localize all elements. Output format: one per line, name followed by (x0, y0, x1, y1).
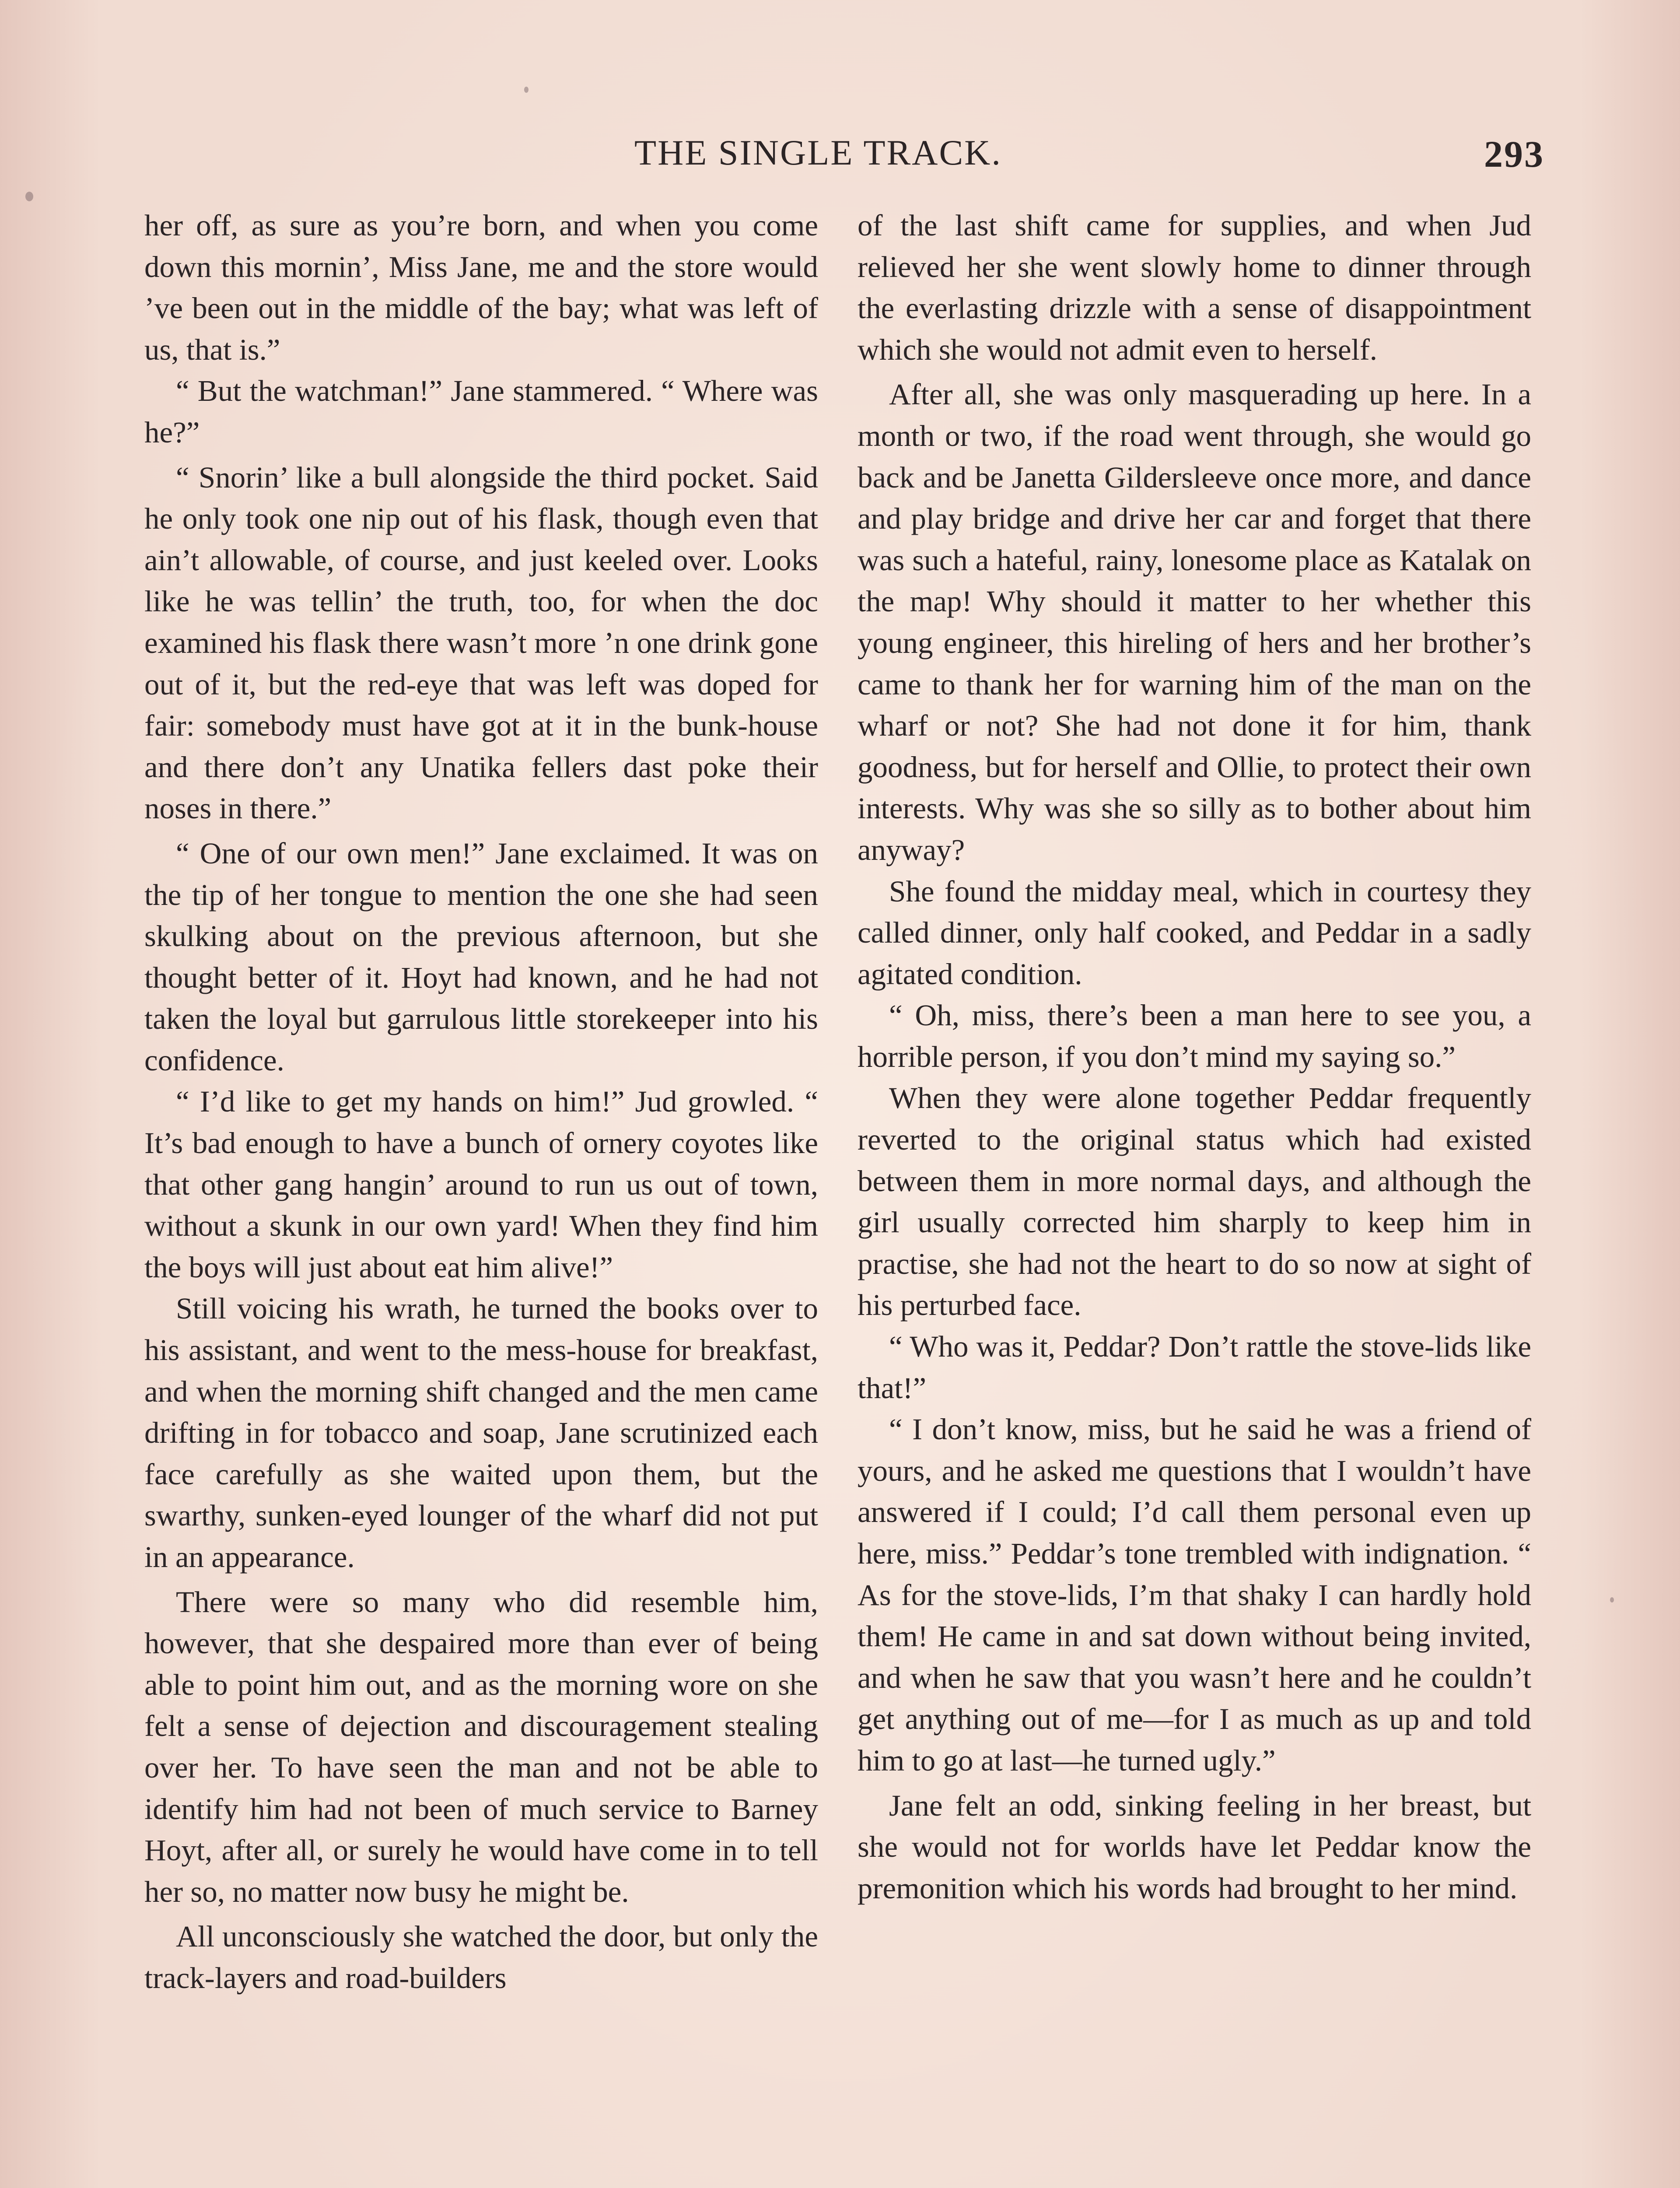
running-head-title: THE SINGLE TRACK. (634, 133, 1002, 172)
paragraph: “ Who was it, Peddar? Don’t rattle the stove-lids like that!” (858, 1330, 1531, 1405)
paragraph: When they were alone together Peddar frequently reverted to the original status which had existed between them in more normal days, and although the girl usually corrected him sharply to keep him in practise, she had not the heart to do so now at sight of his perturbed face. (858, 1081, 1531, 1322)
paragraph: After all, she was only masquerading up here. In a month or two, if the road went through, she would go back and be Janetta Gildersleeve once more, and dance and play bridge and drive her car and forget that there was such a hateful, rainy, lonesome place as Katalak on the map! Why should it matter to her whether this young engineer, this hireling of hers and her brother’s came to thank her for warning him of the man on the wharf or not? She had not done it for him, thank goodness, but for herself and Ollie, to protect their own interests. Why was she so silly as to bother about him anyway? (858, 378, 1531, 866)
paragraph: There were so many who did resemble him, however, that she despaired more than ever of being able to point him out, and as the morning wore on she felt a sense of dejection and discouragement stealing over her. To have seen the man and not be able to identify him had not been of much service to Barney Hoyt, after all, or surely he would have come in to tell her so, no matter now busy he might be. (144, 1585, 818, 1908)
paragraph: “ Oh, miss, there’s been a man here to see you, a horrible person, if you don’t mind my saying so.” (858, 999, 1531, 1073)
paragraph: “ Snorin’ like a bull alongside the third pocket. Said he only took one nip out of his flask, though even that ain’t allowable, of course, and just keeled over. Looks like he was tellin’ the truth, too, for when the doc examined his flask there wasn’t more ’n one drink gone out of it, but the red-eye that was left was doped for fair: somebody must have got at it in the bunk-house and there don’t any Unatika fellers dast poke their noses in there.” (144, 460, 818, 825)
paragraph: All unconsciously she watched the door, but only the track-layers and road-builders (144, 1920, 818, 1995)
paragraph: of the last shift came for supplies, and when Jud relieved her she went slowly home to dinner through the everlasting drizzle with a sense of disappointment which she would not admit even to herself. (858, 209, 1531, 366)
paragraph: “ But the watchman!” Jane stammered. “ Where was he?” (144, 374, 818, 449)
page-number: 293 (1484, 133, 1544, 175)
running-head (144, 127, 1544, 179)
paragraph: “ I’d like to get my hands on him!” Jud growled. “ It’s bad enough to have a bunch of ornery coyotes like that other gang hangin’ around to run us out of town, without a skunk in our own yard! When they find him the boys will just about eat him alive!” (144, 1085, 818, 1284)
paragraph: Jane felt an odd, sinking feeling in her breast, but she would not for worlds have let Peddar know the premonition which his words had brought to her mind. (858, 1788, 1531, 1905)
paragraph: She found the midday meal, which in courtesy they called dinner, only half cooked, and Peddar in a sadly agitated condition. (858, 874, 1531, 991)
paper-speck (25, 192, 33, 201)
paragraph: “ One of our own men!” Jane exclaimed. It was on the tip of her tongue to mention the one she had seen skulking about on the previous afternoon, but she thought better of it. Hoyt had known, and he had not taken the loyal but garrulous little storekeeper into his confidence. (144, 836, 818, 1077)
paper-speck (524, 87, 528, 93)
paragraph: her off, as sure as you’re born, and when you come down this mornin’, Miss Jane, me and the store would ’ve been out in the middle of the bay; what was left of us, that is.” (144, 209, 818, 366)
paper-speck (1610, 1597, 1614, 1602)
paragraph: Still voicing his wrath, he turned the books over to his assistant, and went to the mess-house for breakfast, and when the morning shift changed and the men came drifting in for tobacco and soap, Jane scrutinized each face carefully as she waited upon them, but the swarthy, sunken-eyed lounger of the wharf did not put in an appearance. (144, 1292, 818, 1574)
left-column (144, 205, 818, 1999)
paragraph: “ I don’t know, miss, but he said he was a friend of yours, and he asked me questions that I wouldn’t have answered if I could; I’d call them personal even up here, miss.” Peddar’s tone trembled with indignation. “ As for the stove-lids, I’m that shaky I can hardly hold them! He came in and sat down without being invited, and when he saw that you wasn’t here and he couldn’t get anything out of me—for I as much as up and told him to go at last—he turned ugly.” (858, 1413, 1531, 1777)
right-column (858, 205, 1531, 1909)
